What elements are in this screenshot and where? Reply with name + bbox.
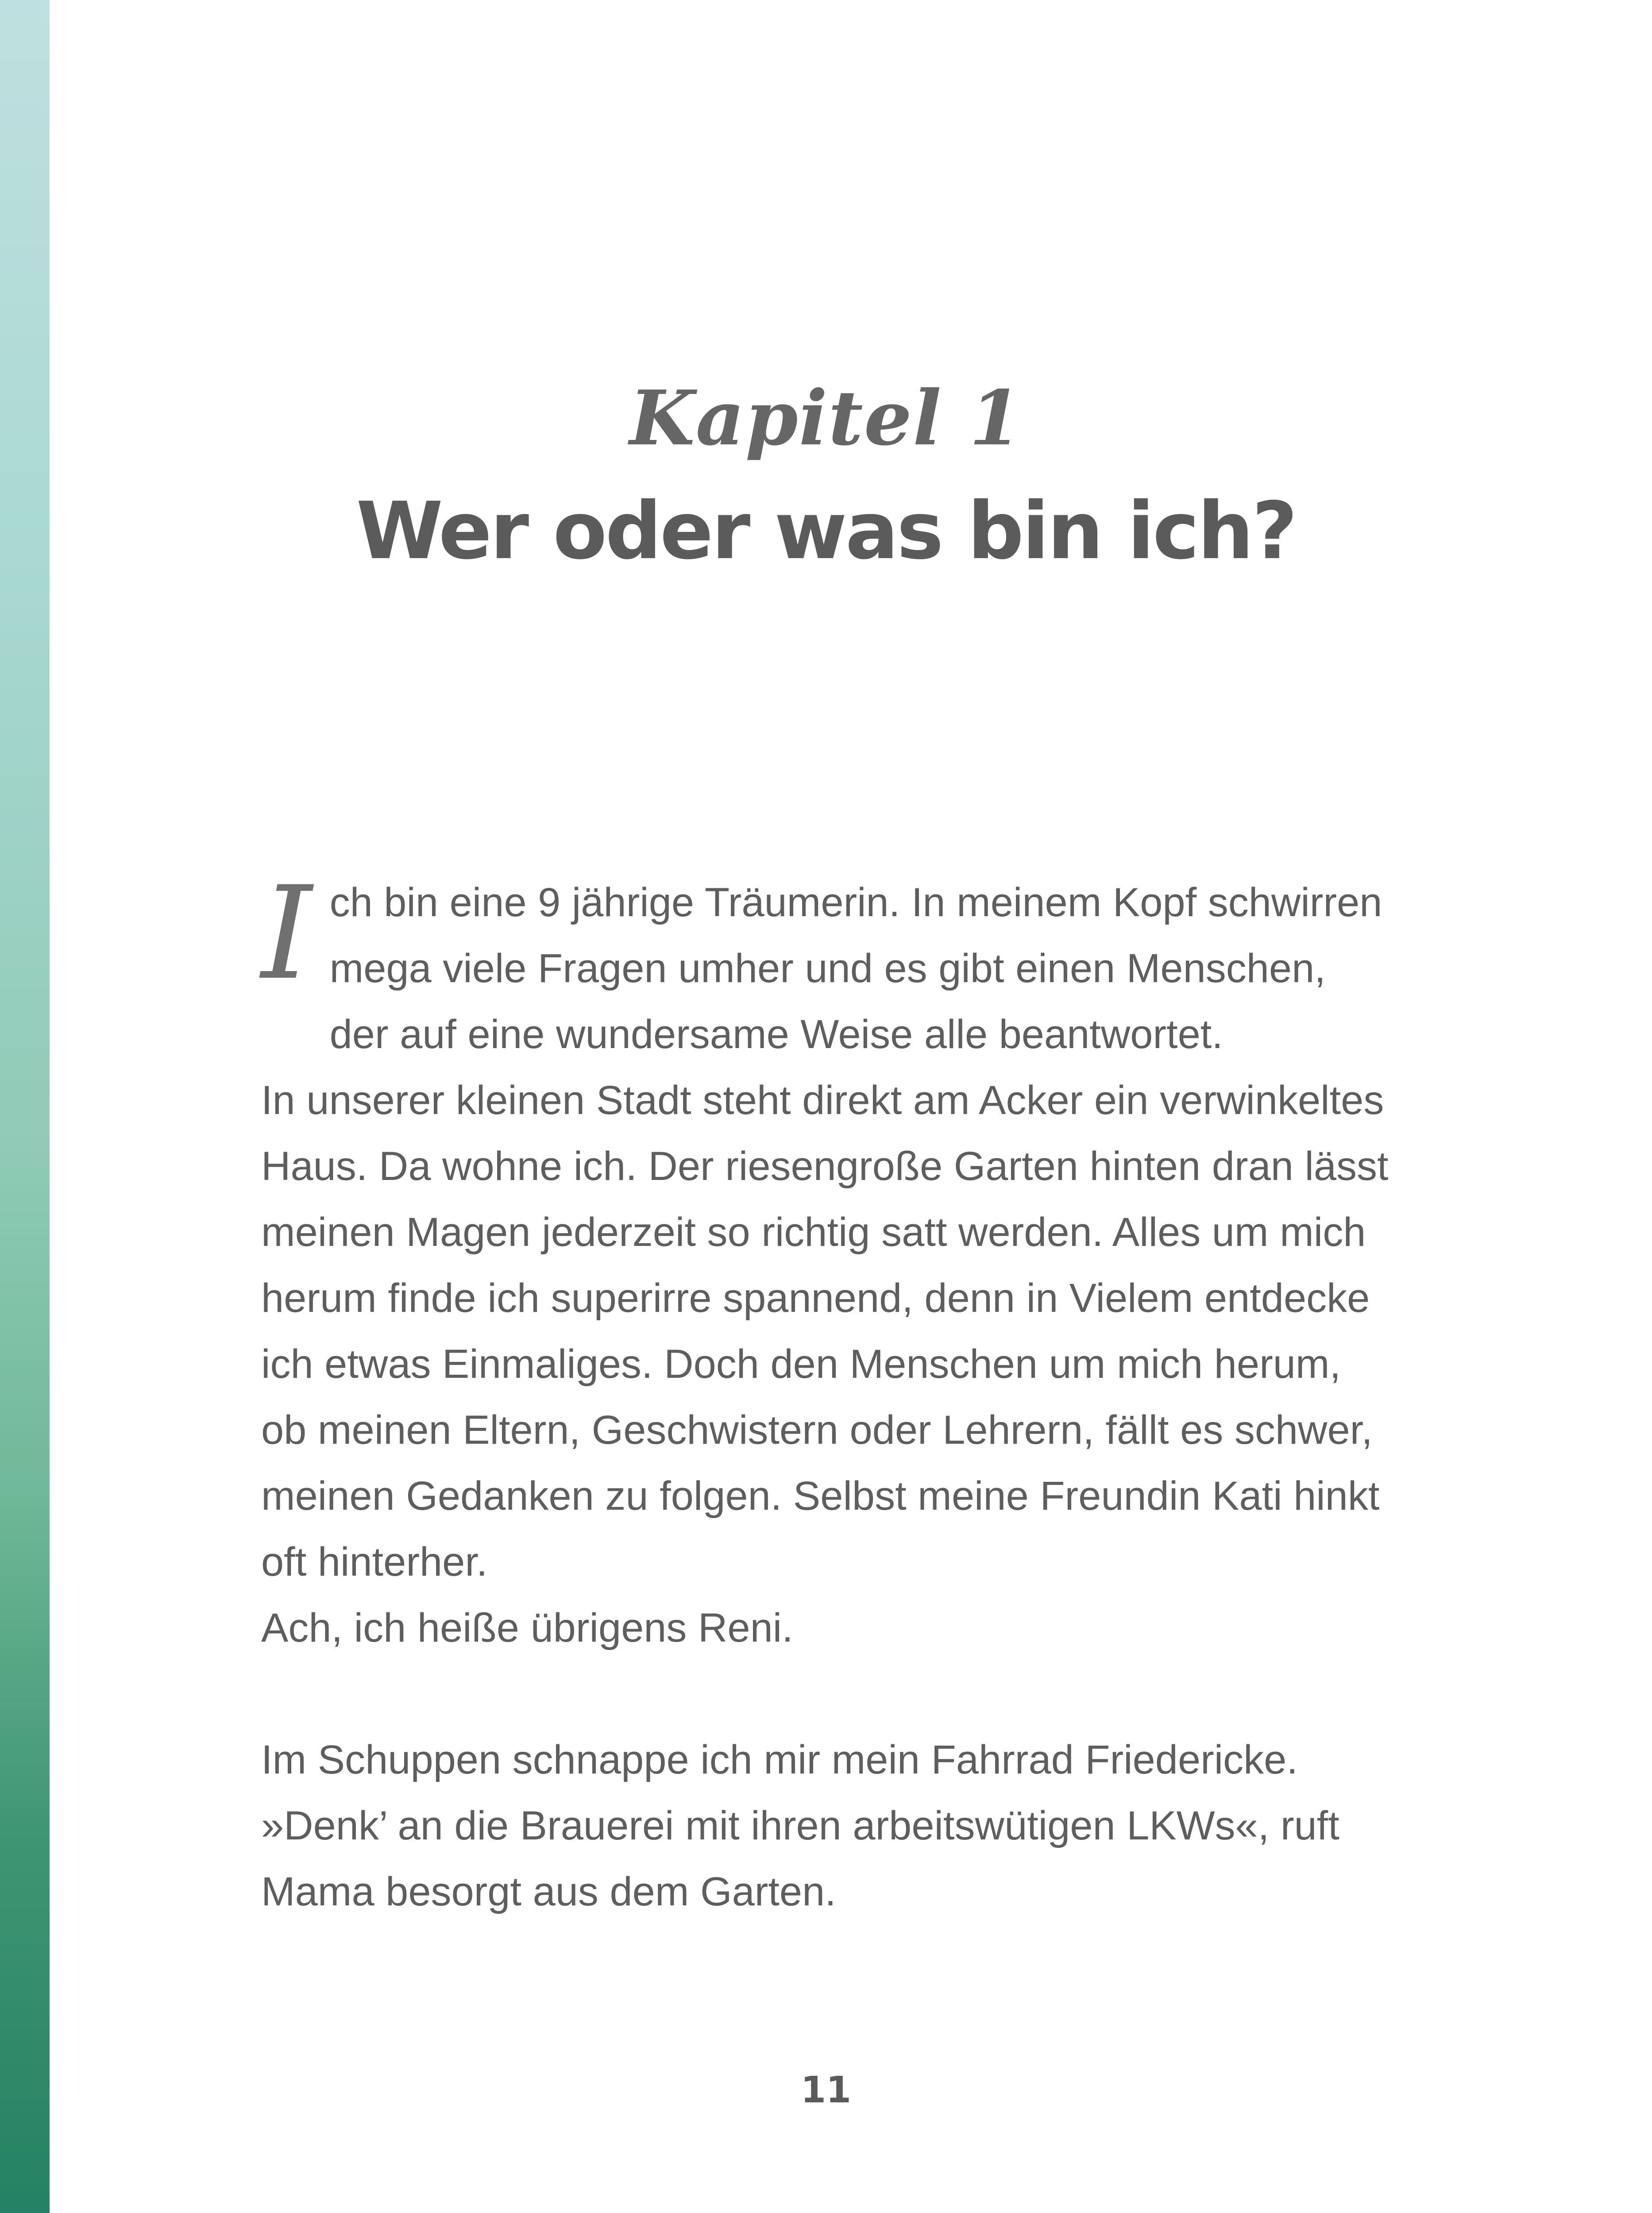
decorative-side-band bbox=[0, 0, 50, 2213]
paragraph-spacer bbox=[261, 1661, 1394, 1727]
paragraph-2: In unserer kleinen Stadt steht direkt am Acker ein verwinkeltes Haus. Da wohne ich. Der riesengroße Garten hinten dran lässt meinen Magen jederzeit so richtig satt werden. Alles um mich herum finde ich superirre spannend, denn in Vielem entdecke ich etwas Einmaliges. Doch den Menschen um mich herum, ob meinen Eltern, Geschwistern oder Lehrern, fällt es schwer, meinen Gedanken zu folgen. Selbst meine Freundin Kati hinkt oft hinterher. bbox=[261, 1078, 1389, 1585]
drop-cap: I bbox=[261, 859, 312, 1008]
chapter-title: Wer oder was bin ich? bbox=[356, 485, 1296, 577]
paragraph-4: Im Schuppen schnappe ich mir mein Fahrrad Friedericke. bbox=[261, 1737, 1298, 1782]
paragraph-3: Ach, ich heiße übrigens Reni. bbox=[261, 1605, 793, 1650]
page-number: 11 bbox=[800, 2069, 852, 2111]
chapter-label: Kapitel 1 bbox=[629, 374, 1023, 463]
paragraph-1: ch bin eine 9 jährige Träumerin. In meinem Kopf schwirren mega viele Fragen umher und es gibt einen Menschen, der auf eine wundersame Weise alle beantwortet. bbox=[329, 880, 1382, 1057]
paragraph-5: »Denk’ an die Brauerei mit ihren arbeitswütigen LKWs«, ruft Mama besorgt aus dem Garten. bbox=[261, 1803, 1339, 1914]
chapter-body bbox=[261, 859, 1394, 1925]
